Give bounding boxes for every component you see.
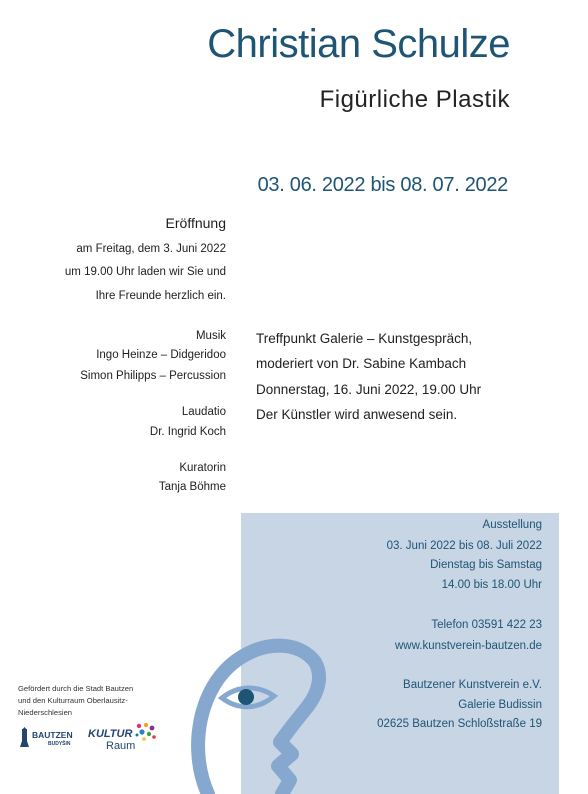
gallery-name: Galerie Budissin <box>458 699 542 711</box>
talk-line: Donnerstag, 16. Juni 2022, 19.00 Uhr <box>256 382 482 397</box>
website-link[interactable]: www.kunstverein-bautzen.de <box>394 640 542 652</box>
curator-name: Tanja Böhme <box>158 481 226 493</box>
kulturraum-logo <box>88 722 160 758</box>
opening-days: Dienstag bis Samstag <box>430 559 542 571</box>
opening-line: am Freitag, dem 3. Juni 2022 <box>76 243 226 255</box>
exhibition-subtitle: Figürliche Plastik <box>319 86 510 113</box>
music-heading: Musik <box>195 330 226 342</box>
funding-line: und den Kulturraum Oberlausitz- <box>18 696 128 705</box>
funding-line: Gefördert durch die Stadt Bautzen <box>18 684 134 693</box>
laudatio-heading: Laudatio <box>181 406 226 418</box>
opening-line: um 19.00 Uhr laden wir Sie und <box>64 266 226 278</box>
opening-heading: Eröffnung <box>165 215 226 231</box>
exhibition-dates: 03. 06. 2022 bis 08. 07. 2022 <box>257 174 508 196</box>
raum-logo-text: Raum <box>106 740 136 752</box>
phone-number: Telefon 03591 422 23 <box>431 619 542 631</box>
opening-hours: 14.00 bis 18.00 Uhr <box>441 579 542 591</box>
kultur-logo-text: KULTUR <box>88 728 133 740</box>
funding-line: Niederschlesien <box>18 708 73 717</box>
music-performer: Ingo Heinze – Didgeridoo <box>96 349 226 361</box>
kulturraum-dots-icon <box>134 722 158 744</box>
laudatio-name: Dr. Ingrid Koch <box>149 426 226 438</box>
organization-name: Bautzener Kunstverein e.V. <box>403 679 542 691</box>
music-performer: Simon Philipps – Percussion <box>80 370 226 382</box>
exhibition-heading: Ausstellung <box>482 519 542 531</box>
talk-line: Treffpunkt Galerie – Kunstgespräch, <box>256 331 473 346</box>
exhibition-period: 03. Juni 2022 bis 08. Juli 2022 <box>386 540 542 552</box>
budysin-logo-text: BUDYŠIN <box>48 741 71 747</box>
artist-title: Christian Schulze <box>207 22 510 66</box>
opening-line: Ihre Freunde herzlich ein. <box>95 290 226 302</box>
bautzen-logo <box>18 727 80 751</box>
talk-line: Der Künstler wird anwesend sein. <box>256 407 458 422</box>
bautzen-tower-icon <box>18 727 30 749</box>
head-profile-illustration <box>160 630 360 794</box>
address: 02625 Bautzen Schloßstraße 19 <box>377 718 542 730</box>
bautzen-logo-text: BAUTZEN <box>32 730 73 740</box>
talk-line: moderiert von Dr. Sabine Kambach <box>256 356 467 371</box>
curator-heading: Kuratorin <box>179 462 226 474</box>
